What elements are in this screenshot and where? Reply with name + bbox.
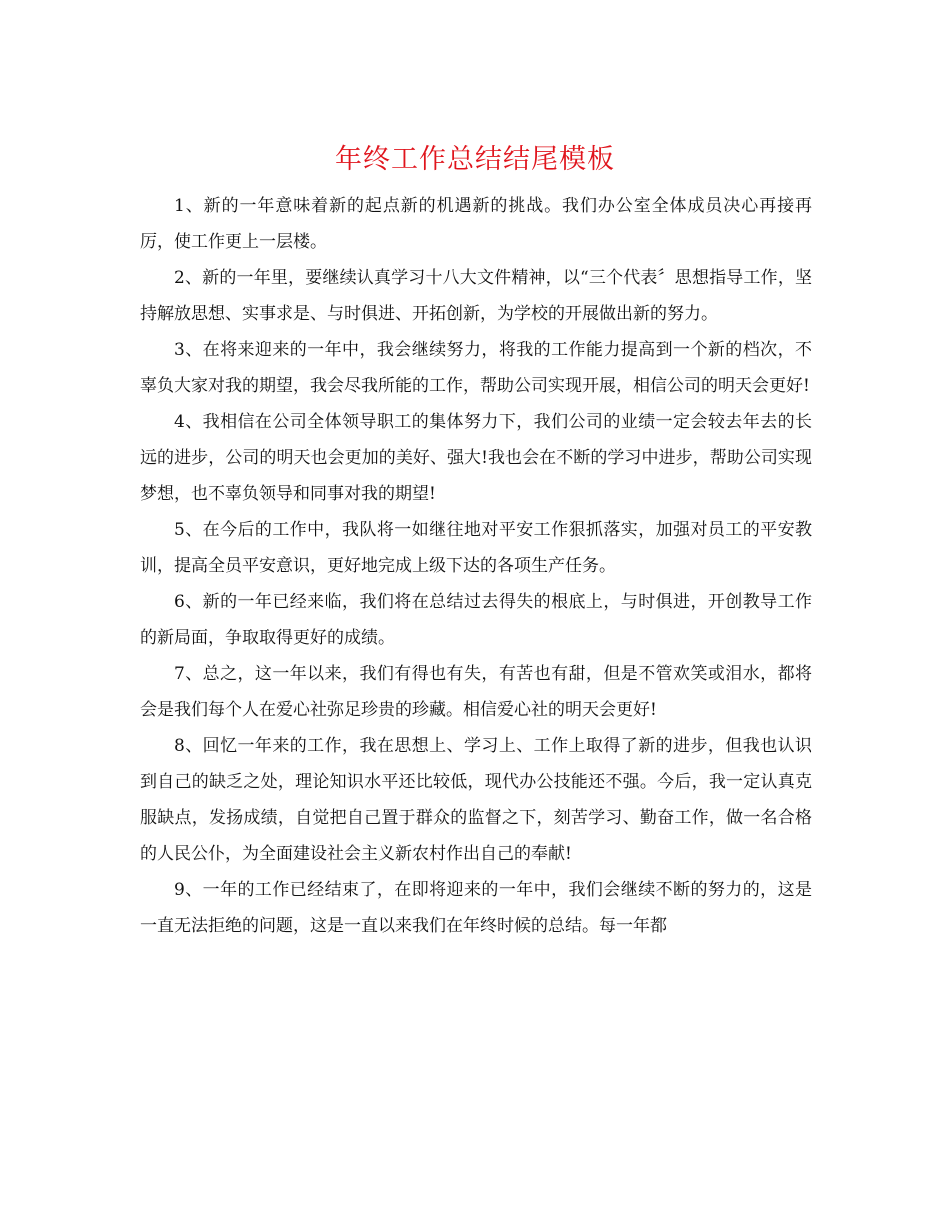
document-title: 年终工作总结结尾模板 — [335, 144, 615, 175]
paragraph-3: 3、在将来迎来的一年中，我会继续努力，将我的工作能力提高到一个新的档次，不辜负大家对我的期望，我会尽我所能的工作，帮助公司实现开展，相信公司的明天会更好! — [140, 340, 812, 396]
paragraph-5: 5、在今后的工作中，我队将一如继往地对平安工作狠抓落实，加强对员工的平安教训，提高全员平安意识，更好地完成上级下达的各项生产任务。 — [140, 520, 812, 576]
document-body — [140, 188, 812, 944]
paragraph-1: 1、新的一年意味着新的起点新的机遇新的挑战。我们办公室全体成员决心再接再厉，使工作更上一层楼。 — [140, 196, 812, 252]
paragraph-4: 4、我相信在公司全体领导职工的集体努力下，我们公司的业绩一定会较去年去的长远的进步，公司的明天也会更加的美好、强大!我也会在不断的学习中进步，帮助公司实现梦想，也不辜负领导和同事对我的期望! — [140, 412, 812, 504]
paragraph-8: 8、回忆一年来的工作，我在思想上、学习上、工作上取得了新的进步，但我也认识到自己的缺乏之处，理论知识水平还比较低，现代办公技能还不强。今后，我一定认真克服缺点，发扬成绩，自觉把自己置于群众的监督之下，刻苦学习、勤奋工作，做一名合格的人民公仆，为全面建设社会主义新农村作出自己的奉献! — [140, 736, 812, 864]
paragraph-9: 9、一年的工作已经结束了，在即将迎来的一年中，我们会继续不断的努力的，这是一直无法拒绝的问题，这是一直以来我们在年终时候的总结。每一年都 — [140, 880, 812, 936]
paragraph-2: 2、新的一年里，要继续认真学习十八大文件精神，以“三个代表〞思想指导工作，坚持解放思想、实事求是、与时俱进、开拓创新，为学校的开展做出新的努力。 — [140, 268, 812, 324]
paragraph-7: 7、总之，这一年以来，我们有得也有失，有苦也有甜，但是不管欢笑或泪水，都将会是我们每个人在爱心社弥足珍贵的珍藏。相信爱心社的明天会更好! — [140, 664, 812, 720]
paragraph-6: 6、新的一年已经来临，我们将在总结过去得失的根底上，与时俱进，开创教导工作的新局面，争取取得更好的成绩。 — [140, 592, 812, 648]
